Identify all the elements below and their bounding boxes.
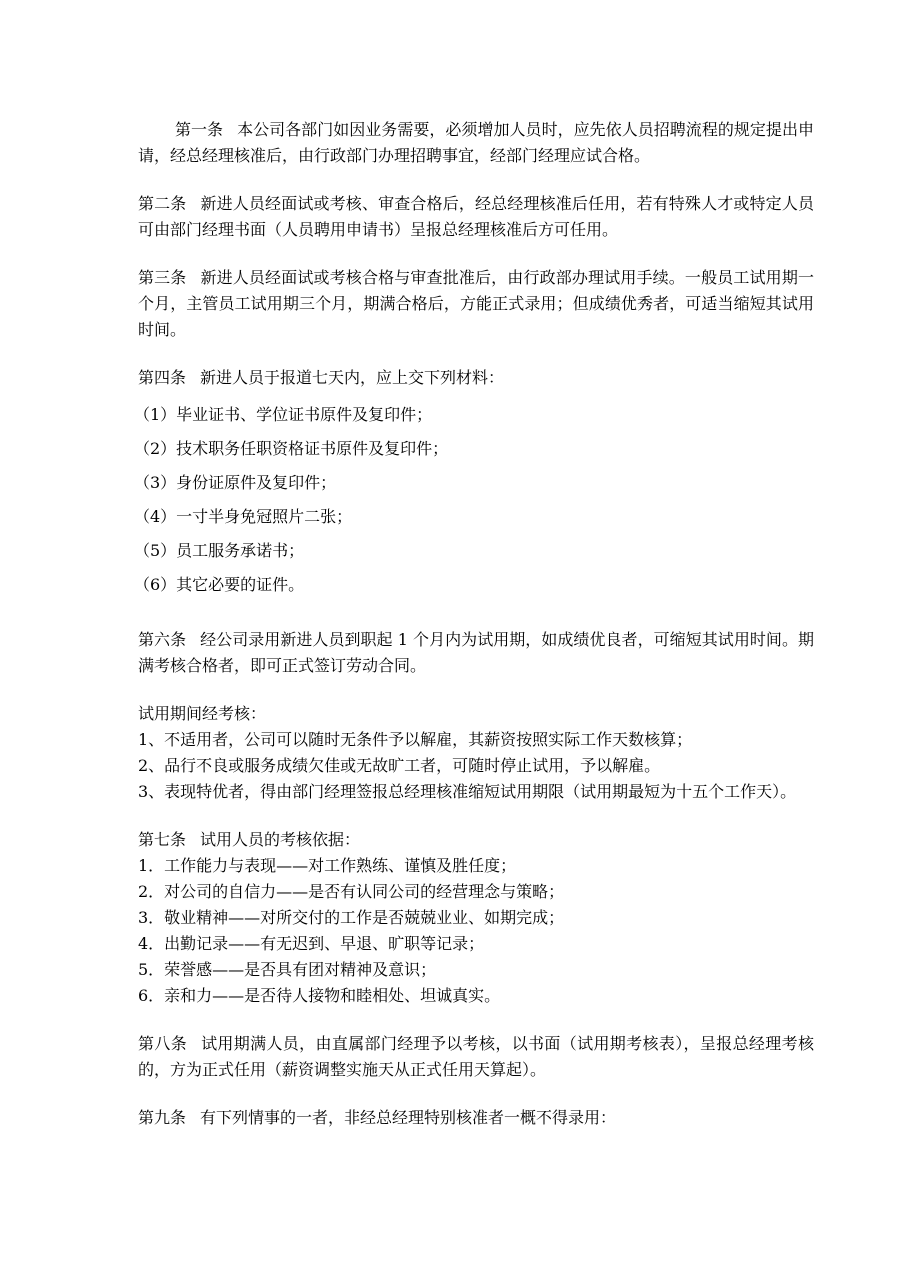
article-label: 第六条 [138,630,187,649]
article-text: 试用期满人员，由直属部门经理予以考核，以书面（试用期考核表），呈报总经理考核的，方为正式任用（薪资调整实施天从正式任用天算起）。 [138,1034,814,1079]
list-item: （4）一寸半身免冠照片二张； [134,507,353,526]
list-item: 4．出勤记录——有无迟到、早退、旷职等记录； [138,934,485,953]
article-text: 新进人员经面试或考核、审查合格后，经总经理核准后任用，若有特殊人才或特定人员可由部门经理书面（人员聘用申请书）呈报总经理核准后方可任用。 [138,194,814,239]
article-7-heading [138,827,814,853]
article-text: 有下列情事的一者，非经总经理特别核准者一概不得录用： [200,1108,617,1127]
article-text: 新进人员于报道七天内，应上交下列材料： [200,368,505,387]
document-body [134,117,814,1153]
article-text: 新进人员经面试或考核合格与审查批准后，由行政部办理试用手续。一般员工试用期一个月，主管员工试用期三个月，期满合格后，方能正式录用；但成绩优秀者，可适当缩短其试用时间。 [138,268,814,339]
list-item: 3．敬业精神——对所交付的工作是否兢兢业业、如期完成； [138,908,565,927]
list-item: 3、表现特优者，得由部门经理签报总经理核准缩短试用期限（试用期最短为十五个工作天）。 [138,782,797,801]
list-item: 2．对公司的自信力——是否有认同公司的经营理念与策略； [138,882,565,901]
article-label: 第九条 [138,1108,187,1127]
article-7 [138,827,814,1009]
list-item: （6）其它必要的证件。 [134,575,305,594]
list-item: 6．亲和力——是否待人接物和睦相处、坦诚真实。 [138,986,501,1005]
article-6 [138,627,814,679]
article-4 [138,365,814,391]
list-item: 2、品行不良或服务成绩欠佳或无故旷工者，可随时停止试用，予以解雇。 [138,756,661,775]
article-label: 第一条 [175,120,224,139]
article-9 [138,1105,814,1131]
list-item: 1、不适用者，公司可以随时无条件予以解雇，其薪资按照实际工作天数核算； [138,730,693,749]
article-label: 第二条 [138,194,187,213]
list-item: （3）身份证原件及复印件； [134,473,337,492]
article-1 [138,117,814,169]
list-item: （1）毕业证书、学位证书原件及复印件； [134,405,433,424]
list-item: 1．工作能力与表现——对工作熟练、谨慎及胜任度； [138,856,517,875]
probation-section [138,701,814,805]
list-item: 5．荣誉感——是否具有团对精神及意识； [138,960,437,979]
article-label: 第三条 [138,268,187,287]
article-2 [138,191,814,243]
article-3 [138,265,814,343]
article-text: 试用人员的考核依据： [200,830,361,849]
materials-list [134,403,814,597]
article-label: 第七条 [138,830,187,849]
article-text: 本公司各部门如因业务需要，必须增加人员时，应先依人员招聘流程的规定提出申请，经总经理核准后，由行政部门办理招聘事宜，经部门经理应试合格。 [138,120,814,165]
article-text: 经公司录用新进人员到职起 1 个月内为试用期，如成绩优良者，可缩短其试用时间。期满考核合格者，即可正式签订劳动合同。 [138,630,814,675]
article-label: 第四条 [138,368,187,387]
article-label: 第八条 [138,1034,188,1053]
list-item: （2）技术职务任职资格证书原件及复印件； [134,439,449,458]
probation-heading: 试用期间经考核： [138,704,267,723]
article-8 [138,1031,814,1083]
list-item: （5）员工服务承诺书； [134,541,305,560]
